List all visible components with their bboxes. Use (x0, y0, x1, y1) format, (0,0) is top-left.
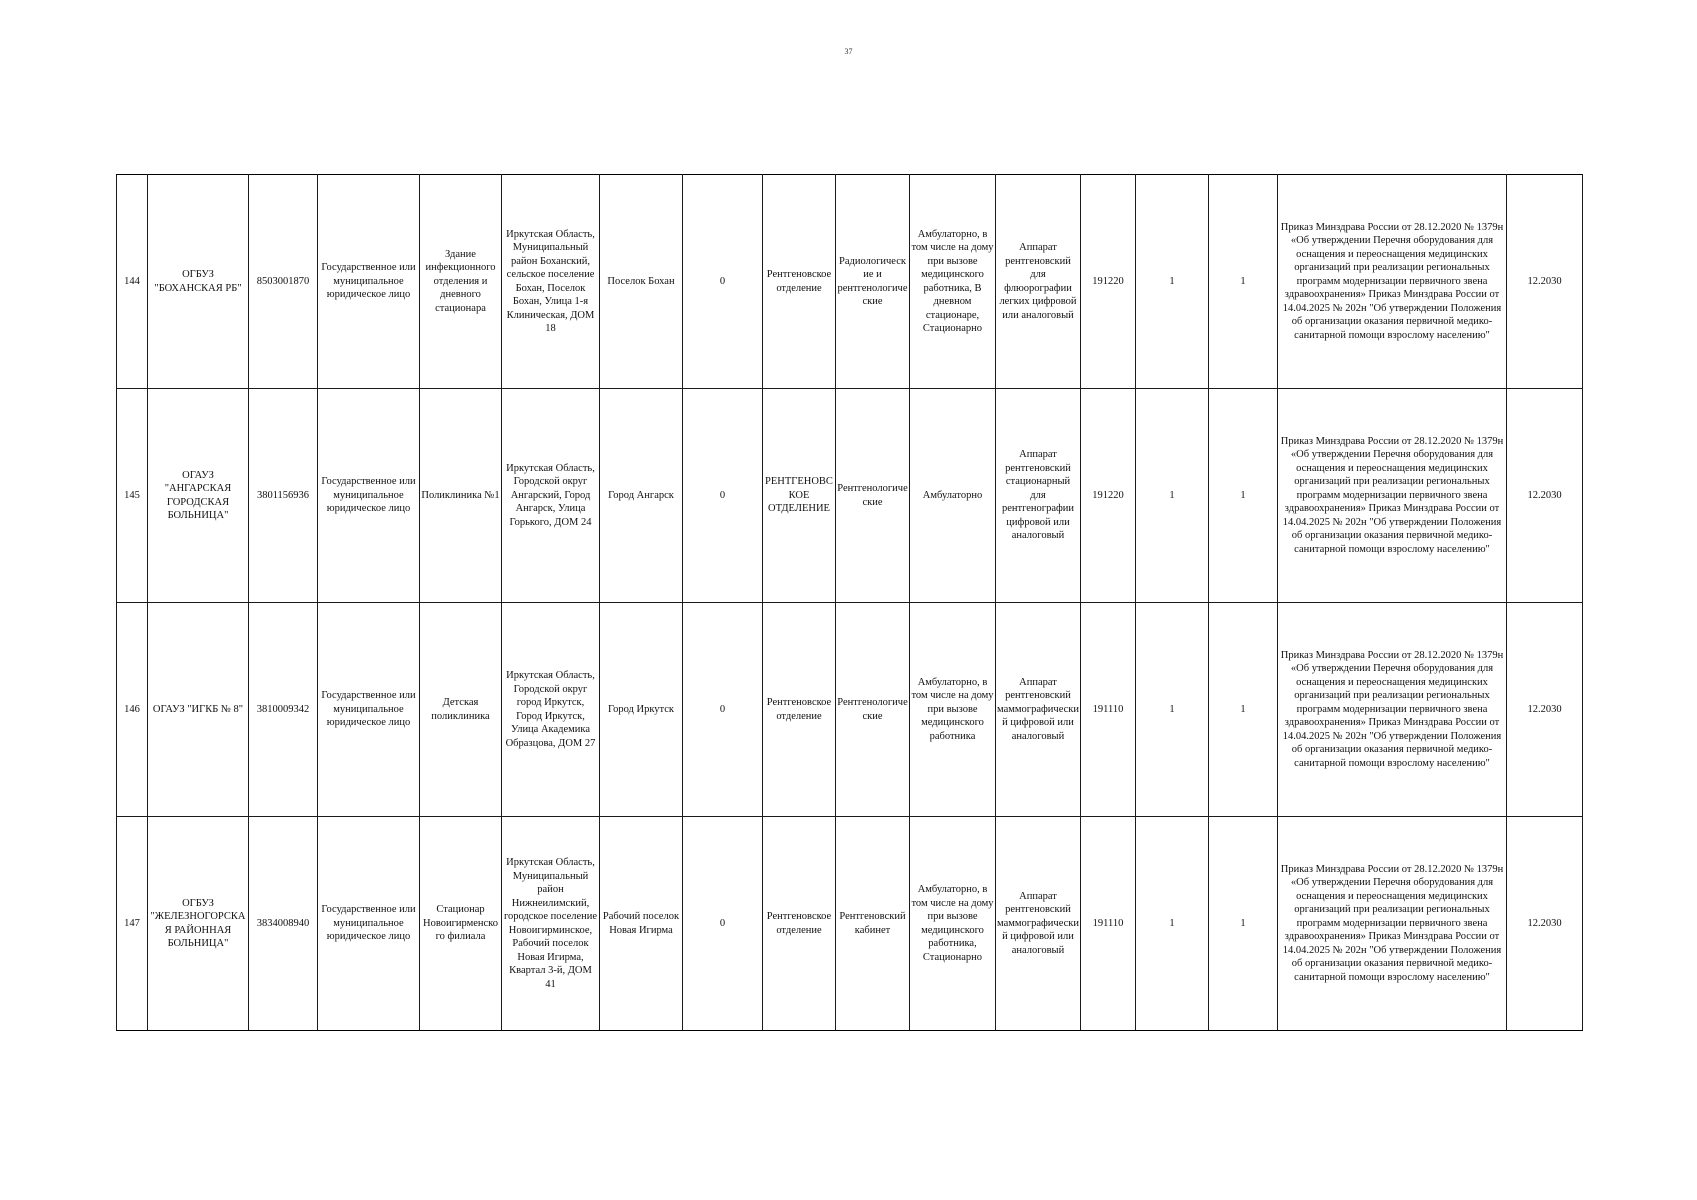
organization-type: Государственное или муниципальное юридическое лицо (318, 389, 420, 603)
building-cell: Поликлиника №1 (420, 389, 502, 603)
row-number: 147 (117, 817, 148, 1031)
equipment-cell: Аппарат рентгеновский маммографический цифровой или аналоговый (996, 817, 1081, 1031)
zero-cell: 0 (683, 389, 763, 603)
equipment-registry-table (116, 174, 1583, 1031)
organization-name: ОГАУЗ "ИГКБ № 8" (148, 603, 249, 817)
quantity-cell: 1 (1136, 817, 1209, 1031)
equipment-cell: Аппарат рентгеновский стационарный для рентгенографии цифровой или аналоговый (996, 389, 1081, 603)
department-cell: Рентгеновское отделение (763, 603, 836, 817)
table-row (117, 817, 1583, 1031)
quantity-cell-2: 1 (1209, 817, 1278, 1031)
organization-name: ОГБУЗ "БОХАНСКАЯ РБ" (148, 175, 249, 389)
department-cell: Рентгеновское отделение (763, 175, 836, 389)
profile-cell: Радиологические и рентгенологические (836, 175, 910, 389)
organization-type: Государственное или муниципальное юридическое лицо (318, 603, 420, 817)
zero-cell: 0 (683, 817, 763, 1031)
table-row (117, 603, 1583, 817)
zero-cell: 0 (683, 175, 763, 389)
page-number: 37 (844, 47, 853, 56)
quantity-cell: 1 (1136, 175, 1209, 389)
quantity-cell-2: 1 (1209, 603, 1278, 817)
code-cell: 191110 (1081, 603, 1136, 817)
conditions-cell: Амбулаторно, в том числе на дому при вызове медицинского работника, В дневном стационаре, Стационарно (910, 175, 996, 389)
row-number: 145 (117, 389, 148, 603)
table-row (117, 389, 1583, 603)
code-cell: 191220 (1081, 175, 1136, 389)
address-cell: Иркутская Область, Городской округ город Иркутск, Город Иркутск, Улица Академика Образцова, ДОМ 27 (502, 603, 600, 817)
organization-name: ОГБУЗ "ЖЕЛЕЗНОГОРСКАЯ РАЙОННАЯ БОЛЬНИЦА" (148, 817, 249, 1031)
building-cell: Детская поликлиника (420, 603, 502, 817)
department-cell: РЕНТГЕНОВСКОЕ ОТДЕЛЕНИЕ (763, 389, 836, 603)
department-cell: Рентгеновское отделение (763, 817, 836, 1031)
profile-cell: Рентгенологические (836, 389, 910, 603)
profile-cell: Рентгеновский кабинет (836, 817, 910, 1031)
address-cell: Иркутская Область, Городской округ Ангарский, Город Ангарск, Улица Горького, ДОМ 24 (502, 389, 600, 603)
quantity-cell-2: 1 (1209, 175, 1278, 389)
inn-cell: 3834008940 (249, 817, 318, 1031)
address-cell: Иркутская Область, Муниципальный район Боханский, сельское поселение Бохан, Поселок Бохан, Улица 1-я Клиническая, ДОМ 18 (502, 175, 600, 389)
code-cell: 191110 (1081, 817, 1136, 1031)
date-cell: 12.2030 (1507, 175, 1583, 389)
date-cell: 12.2030 (1507, 603, 1583, 817)
zero-cell: 0 (683, 603, 763, 817)
code-cell: 191220 (1081, 389, 1136, 603)
locality-cell: Поселок Бохан (600, 175, 683, 389)
profile-cell: Рентгенологические (836, 603, 910, 817)
conditions-cell: Амбулаторно (910, 389, 996, 603)
locality-cell: Рабочий поселок Новая Игирма (600, 817, 683, 1031)
quantity-cell-2: 1 (1209, 389, 1278, 603)
inn-cell: 3810009342 (249, 603, 318, 817)
inn-cell: 3801156936 (249, 389, 318, 603)
locality-cell: Город Иркутск (600, 603, 683, 817)
quantity-cell: 1 (1136, 603, 1209, 817)
legal-basis-cell: Приказ Минздрава России от 28.12.2020 № 1379н «Об утверждении Перечня оборудования для оснащения и переоснащения медицинских организаций при реализации региональных программ модернизации первичного звена здравоохранения» Приказ Минздрава России от 14.04.2025 № 202н "Об утверждении Положения об организации оказания первичной медико-санитарной помощи взрослому населению" (1278, 389, 1507, 603)
date-cell: 12.2030 (1507, 389, 1583, 603)
equipment-cell: Аппарат рентгеновский для флюорографии легких цифровой или аналоговый (996, 175, 1081, 389)
inn-cell: 8503001870 (249, 175, 318, 389)
conditions-cell: Амбулаторно, в том числе на дому при вызове медицинского работника, Стационарно (910, 817, 996, 1031)
building-cell: Здание инфекционного отделения и дневного стационара (420, 175, 502, 389)
table-row (117, 175, 1583, 389)
organization-type: Государственное или муниципальное юридическое лицо (318, 817, 420, 1031)
registry-body (117, 175, 1583, 1031)
legal-basis-cell: Приказ Минздрава России от 28.12.2020 № 1379н «Об утверждении Перечня оборудования для оснащения и переоснащения медицинских организаций при реализации региональных программ модернизации первичного звена здравоохранения» Приказ Минздрава России от 14.04.2025 № 202н "Об утверждении Положения об организации оказания первичной медико-санитарной помощи взрослому населению" (1278, 603, 1507, 817)
legal-basis-cell: Приказ Минздрава России от 28.12.2020 № 1379н «Об утверждении Перечня оборудования для оснащения и переоснащения медицинских организаций при реализации региональных программ модернизации первичного звена здравоохранения» Приказ Минздрава России от 14.04.2025 № 202н "Об утверждении Положения об организации оказания первичной медико-санитарной помощи взрослому населению" (1278, 175, 1507, 389)
organization-type: Государственное или муниципальное юридическое лицо (318, 175, 420, 389)
address-cell: Иркутская Область, Муниципальный район Нижнеилимский, городское поселение Новоигирминское, Рабочий поселок Новая Игирма, Квартал 3-й, ДОМ 41 (502, 817, 600, 1031)
locality-cell: Город Ангарск (600, 389, 683, 603)
conditions-cell: Амбулаторно, в том числе на дому при вызове медицинского работника (910, 603, 996, 817)
organization-name: ОГАУЗ "АНГАРСКАЯ ГОРОДСКАЯ БОЛЬНИЦА" (148, 389, 249, 603)
row-number: 146 (117, 603, 148, 817)
equipment-cell: Аппарат рентгеновский маммографический цифровой или аналоговый (996, 603, 1081, 817)
legal-basis-cell: Приказ Минздрава России от 28.12.2020 № 1379н «Об утверждении Перечня оборудования для оснащения и переоснащения медицинских организаций при реализации региональных программ модернизации первичного звена здравоохранения» Приказ Минздрава России от 14.04.2025 № 202н "Об утверждении Положения об организации оказания первичной медико-санитарной помощи взрослому населению" (1278, 817, 1507, 1031)
row-number: 144 (117, 175, 148, 389)
building-cell: Стационар Новоигирменского филиала (420, 817, 502, 1031)
date-cell: 12.2030 (1507, 817, 1583, 1031)
quantity-cell: 1 (1136, 389, 1209, 603)
